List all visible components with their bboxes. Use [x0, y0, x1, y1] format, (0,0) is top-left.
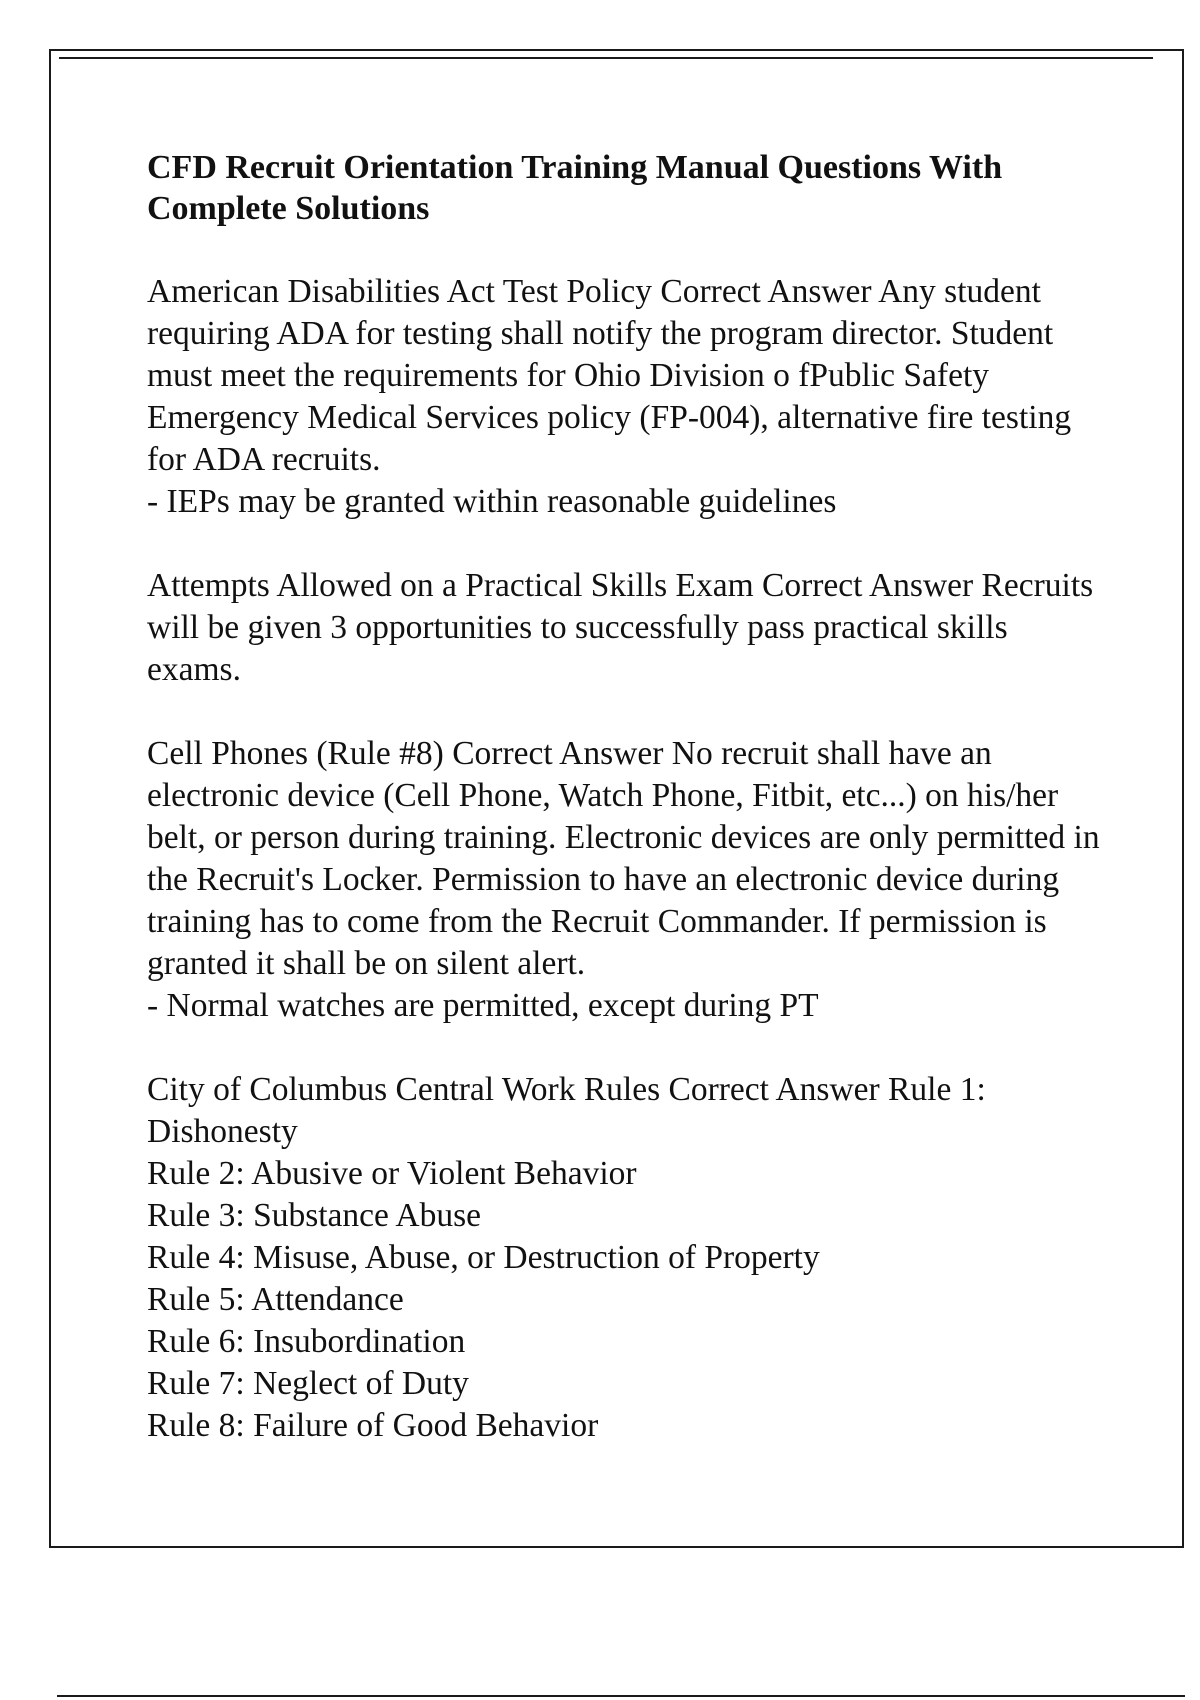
entry-text: American Disabilities Act Test Policy Correct Answer Any student requiring ADA for testing shall notify the program director. Student must meet the requirements for Ohio Division o fPublic Safety Emergency Medical Services policy (FP-004), alternative fire testing for ADA recruits. — [147, 273, 1072, 478]
document-title: CFD Recruit Orientation Training Manual Questions With Complete Solutions — [147, 149, 1003, 227]
entry-text: Rule 6: Insubordination — [147, 1323, 466, 1360]
entry-text: Rule 3: Substance Abuse — [147, 1197, 482, 1234]
entry-text: Rule 2: Abusive or Violent Behavior — [147, 1155, 637, 1192]
top-rule — [59, 57, 1153, 59]
entry-text: City of Columbus Central Work Rules Correct Answer Rule 1: Dishonesty — [147, 1071, 986, 1150]
entry-text: Rule 7: Neglect of Duty — [147, 1365, 469, 1402]
qa-entry-work-rules — [147, 1069, 1107, 1447]
qa-entry-ada — [147, 271, 1107, 523]
qa-entry-cell-phones — [147, 733, 1107, 1027]
page-frame — [49, 49, 1184, 1548]
qa-entry-attempts — [147, 565, 1107, 691]
entry-text: Rule 8: Failure of Good Behavior — [147, 1407, 599, 1444]
entry-text: Cell Phones (Rule #8) Correct Answer No recruit shall have an electronic device (Cell Phone, Watch Phone, Fitbit, etc...) on his/her belt, or person during training. Electronic devices are only permitted in the Recruit's Locker. Permission to have an electronic device during training has to come from the Recruit Commander. If permission is granted it shall be on silent alert. — [147, 735, 1100, 982]
entry-text: Rule 4: Misuse, Abuse, or Destruction of Property — [147, 1239, 820, 1276]
entry-text: Rule 5: Attendance — [147, 1281, 404, 1318]
document-content — [147, 147, 1147, 1447]
entry-text: - Normal watches are permitted, except during PT — [147, 987, 819, 1024]
bottom-rule — [57, 1695, 1185, 1697]
entry-text: - IEPs may be granted within reasonable guidelines — [147, 483, 837, 520]
entry-text: Attempts Allowed on a Practical Skills Exam Correct Answer Recruits will be given 3 opportunities to successfully pass practical skills exams. — [147, 567, 1094, 688]
